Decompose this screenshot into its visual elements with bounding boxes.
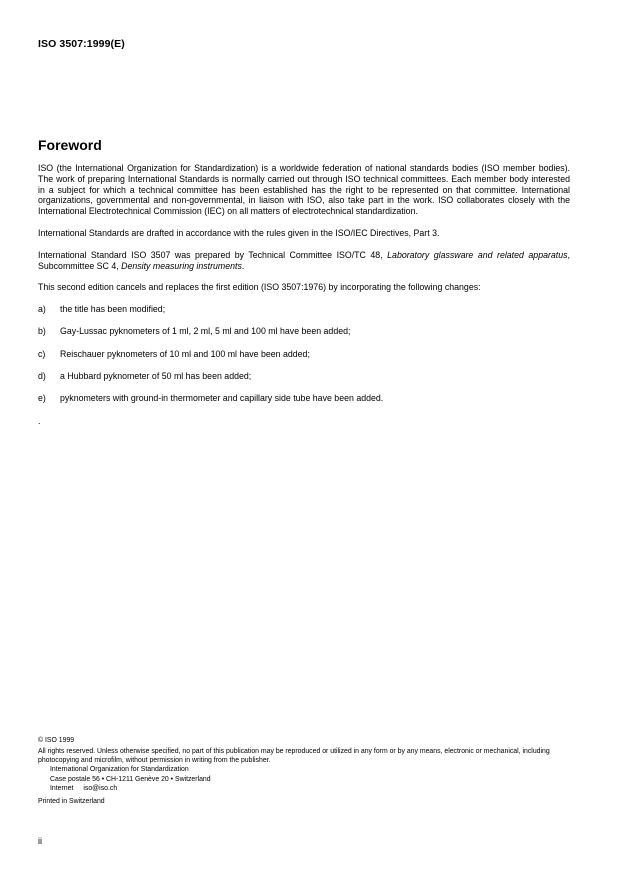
- changes-list: [38, 304, 570, 404]
- org-name: International Organization for Standardization: [50, 766, 189, 774]
- list-item-text: Gay-Lussac pyknometers of 1 ml, 2 ml, 5 ml and 100 ml have been added;: [60, 326, 351, 337]
- list-marker: b): [38, 326, 46, 337]
- list-item: [38, 393, 570, 404]
- copyright-line: © ISO 1999: [38, 737, 75, 744]
- subcommittee-title: Density measuring instruments: [121, 260, 242, 271]
- foreword-paragraph-4: This second edition cancels and replaces the first edition (ISO 3507:1976) by incorporating the following changes:: [38, 282, 481, 293]
- list-marker: c): [38, 348, 46, 359]
- org-address: Case postale 56 • CH-1211 Genève 20 • Switzerland: [50, 775, 211, 783]
- internet-email: iso@iso.ch: [83, 785, 118, 793]
- document-identifier: ISO 3507:1999(E): [38, 38, 125, 50]
- list-marker: e): [38, 393, 46, 404]
- copyright-block: [38, 737, 573, 807]
- org-internet: [38, 785, 573, 793]
- printed-in: Printed in Switzerland: [38, 798, 105, 806]
- foreword-title: Foreword: [38, 137, 102, 153]
- list-item-text: a Hubbard pyknometer of 50 ml has been added;: [60, 371, 252, 382]
- list-item: [38, 304, 570, 315]
- list-item-text: Reischauer pyknometers of 10 ml and 100 ml have been added;: [60, 348, 310, 359]
- list-item-text: the title has been modified;: [60, 304, 166, 315]
- internet-label: Internet: [50, 785, 74, 793]
- rights-statement: All rights reserved. Unless otherwise specified, no part of this publication may be reproduced or utilized in any form or by any means, electronic or mechanical, including photocopying and microfilm, without permission in writing from the publisher.: [38, 748, 550, 764]
- page-number: ii: [38, 836, 42, 846]
- foreword-paragraph-3: [38, 250, 570, 272]
- p3-text-a: International Standard ISO 3507 was prepared by Technical Committee ISO/TC 48,: [38, 249, 388, 260]
- p3-text-e: .: [241, 260, 245, 271]
- list-item: [38, 371, 570, 382]
- list-marker: a): [38, 304, 46, 315]
- foreword-paragraph-2: International Standards are drafted in accordance with the rules given in the ISO/IEC Directives, Part 3.: [38, 227, 440, 238]
- trailing-dot: .: [38, 415, 41, 426]
- list-item-text: pyknometers with ground-in thermometer and capillary side tube have been added.: [60, 393, 384, 404]
- foreword-section: [38, 137, 570, 426]
- list-marker: d): [38, 371, 46, 382]
- foreword-paragraph-1: ISO (the International Organization for Standardization) is a worldwide federation of national standards bodies (ISO member bodies). The work of preparing International Standards is normally carried out through ISO technical committees. Each member body interested in a subject for which a technical committee has been established has the right to be represented on that committee. International organizations, governmental and non-governmental, in liaison with ISO, also take part in the work. ISO collaborates closely with the International Electrotechnical Commission (IEC) on all matters of electrotechnical standardization.: [38, 163, 570, 217]
- list-item: [38, 326, 570, 337]
- committee-title: Laboratory glassware and related apparatus: [387, 249, 568, 260]
- list-item: [38, 349, 570, 360]
- p3-text-c: , Subcommittee SC 4,: [38, 249, 570, 271]
